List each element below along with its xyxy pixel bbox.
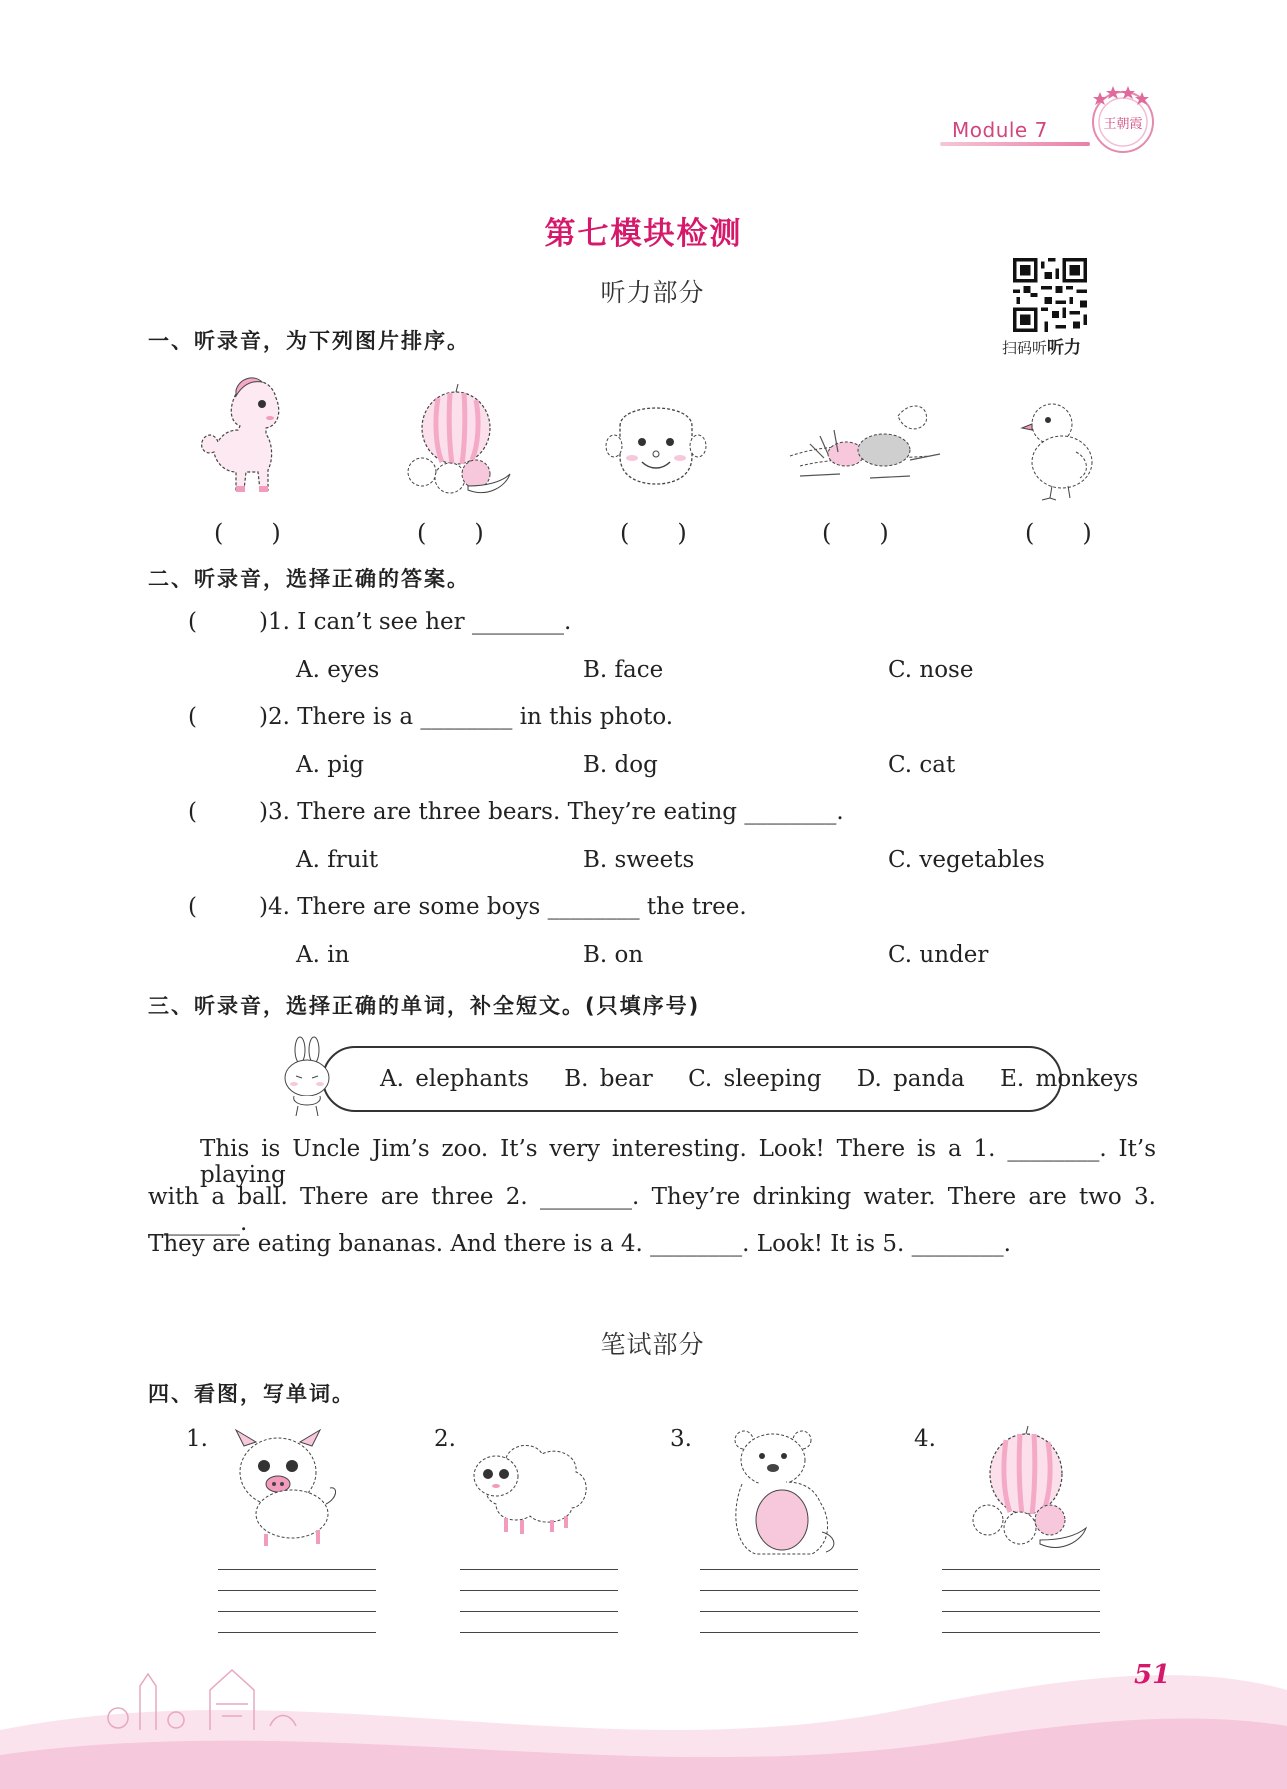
answer-line[interactable] bbox=[460, 1590, 618, 1591]
answer-line[interactable] bbox=[942, 1569, 1100, 1570]
listening-section-title: 听力部分 bbox=[600, 278, 705, 307]
horse-picture bbox=[192, 372, 300, 500]
q3-option-c: C. vegetables bbox=[888, 847, 1045, 873]
item-number-3: 3. bbox=[670, 1426, 692, 1452]
vegetables-picture bbox=[780, 396, 946, 492]
question-3: ( )3. There are three bears. They’re eating ________. bbox=[188, 799, 844, 825]
q1-option-b: B. face bbox=[583, 657, 664, 683]
pig-picture bbox=[222, 1424, 354, 1550]
sheep-picture bbox=[460, 1428, 600, 1538]
chick-picture bbox=[1016, 396, 1100, 502]
answer-paren-4[interactable]: ( ) bbox=[822, 519, 889, 547]
word-bank-item: A. elephants bbox=[380, 1066, 529, 1092]
answer-line[interactable] bbox=[218, 1590, 376, 1591]
answer-paren-open[interactable]: ( bbox=[188, 704, 197, 730]
section2-heading: 二、听录音，选择正确的答案。 bbox=[148, 567, 470, 591]
logo-text: 王朝霞 bbox=[1103, 117, 1143, 132]
answer-line[interactable] bbox=[460, 1569, 618, 1570]
answer-paren-2[interactable]: ( ) bbox=[417, 519, 484, 547]
word-bank-item: D. panda bbox=[856, 1066, 965, 1092]
page-title: 第七模块检测 bbox=[544, 216, 743, 252]
footer-decoration bbox=[0, 1600, 1287, 1789]
cloze-line-3: They are eating bananas. And there is a 4. ________. Look! It is 5. ________. bbox=[148, 1231, 1011, 1257]
question-4: ( )4. There are some boys ________ the tree. bbox=[188, 894, 747, 920]
answer-line[interactable] bbox=[700, 1569, 858, 1570]
q1-option-c: C. nose bbox=[888, 657, 974, 683]
item-number-1: 1. bbox=[186, 1426, 208, 1452]
question-1: ( )1. I can’t see her ________. bbox=[188, 609, 572, 635]
qr-caption bbox=[1002, 333, 1081, 358]
answer-line[interactable] bbox=[942, 1590, 1100, 1591]
watermelon-picture bbox=[398, 382, 516, 500]
answer-paren-3[interactable]: ( ) bbox=[620, 519, 687, 547]
item-number-2: 2. bbox=[434, 1426, 456, 1452]
word-bank-item: B. bear bbox=[564, 1066, 653, 1092]
word-bank-item: E. monkeys bbox=[1000, 1066, 1139, 1092]
q3-option-a: A. fruit bbox=[296, 847, 379, 873]
qr-code[interactable] bbox=[1013, 258, 1087, 332]
q1-option-a: A. eyes bbox=[296, 657, 380, 683]
module-underline bbox=[940, 142, 1090, 146]
writing-section-title: 笔试部分 bbox=[600, 1330, 705, 1359]
qr-caption-big: 听力 bbox=[1047, 338, 1082, 358]
qr-caption-small: 扫码听 bbox=[1002, 339, 1048, 357]
bunny-icon bbox=[278, 1036, 338, 1118]
cloze-line-2: with a ball. There are three 2. ________. They’re drinking water. There are two 3. ________. bbox=[148, 1184, 1156, 1236]
q4-option-c: C. under bbox=[888, 942, 989, 968]
logo-badge bbox=[1086, 82, 1160, 156]
item-number-4: 4. bbox=[914, 1426, 936, 1452]
word-bank bbox=[380, 1066, 1162, 1092]
module-label: Module 7 bbox=[952, 118, 1048, 142]
answer-paren-open[interactable]: ( bbox=[188, 609, 197, 635]
face-picture bbox=[600, 396, 712, 488]
cloze-line-1: This is Uncle Jim’s zoo. It’s very interesting. Look! There is a 1. ________. It’s playing bbox=[200, 1136, 1156, 1188]
answer-line[interactable] bbox=[218, 1569, 376, 1570]
section1-heading: 一、听录音，为下列图片排序。 bbox=[148, 329, 470, 353]
bear-picture bbox=[726, 1424, 842, 1560]
q2-option-c: C. cat bbox=[888, 752, 956, 778]
section3-heading: 三、听录音，选择正确的单词，补全短文。(只填序号) bbox=[148, 994, 701, 1018]
q4-option-b: B. on bbox=[583, 942, 644, 968]
answer-line[interactable] bbox=[700, 1590, 858, 1591]
q2-option-a: A. pig bbox=[296, 752, 365, 778]
q2-option-b: B. dog bbox=[583, 752, 658, 778]
q3-option-b: B. sweets bbox=[583, 847, 695, 873]
answer-paren-open[interactable]: ( bbox=[188, 894, 197, 920]
q4-option-a: A. in bbox=[296, 942, 350, 968]
answer-paren-open[interactable]: ( bbox=[188, 799, 197, 825]
page-number: 51 bbox=[1134, 1660, 1171, 1690]
section4-heading: 四、看图，写单词。 bbox=[148, 1382, 355, 1406]
answer-paren-1[interactable]: ( ) bbox=[214, 519, 281, 547]
word-bank-item: C. sleeping bbox=[688, 1066, 822, 1092]
fruit-picture bbox=[964, 1424, 1092, 1556]
question-2: ( )2. There is a ________ in this photo. bbox=[188, 704, 674, 730]
answer-paren-5[interactable]: ( ) bbox=[1025, 519, 1092, 547]
